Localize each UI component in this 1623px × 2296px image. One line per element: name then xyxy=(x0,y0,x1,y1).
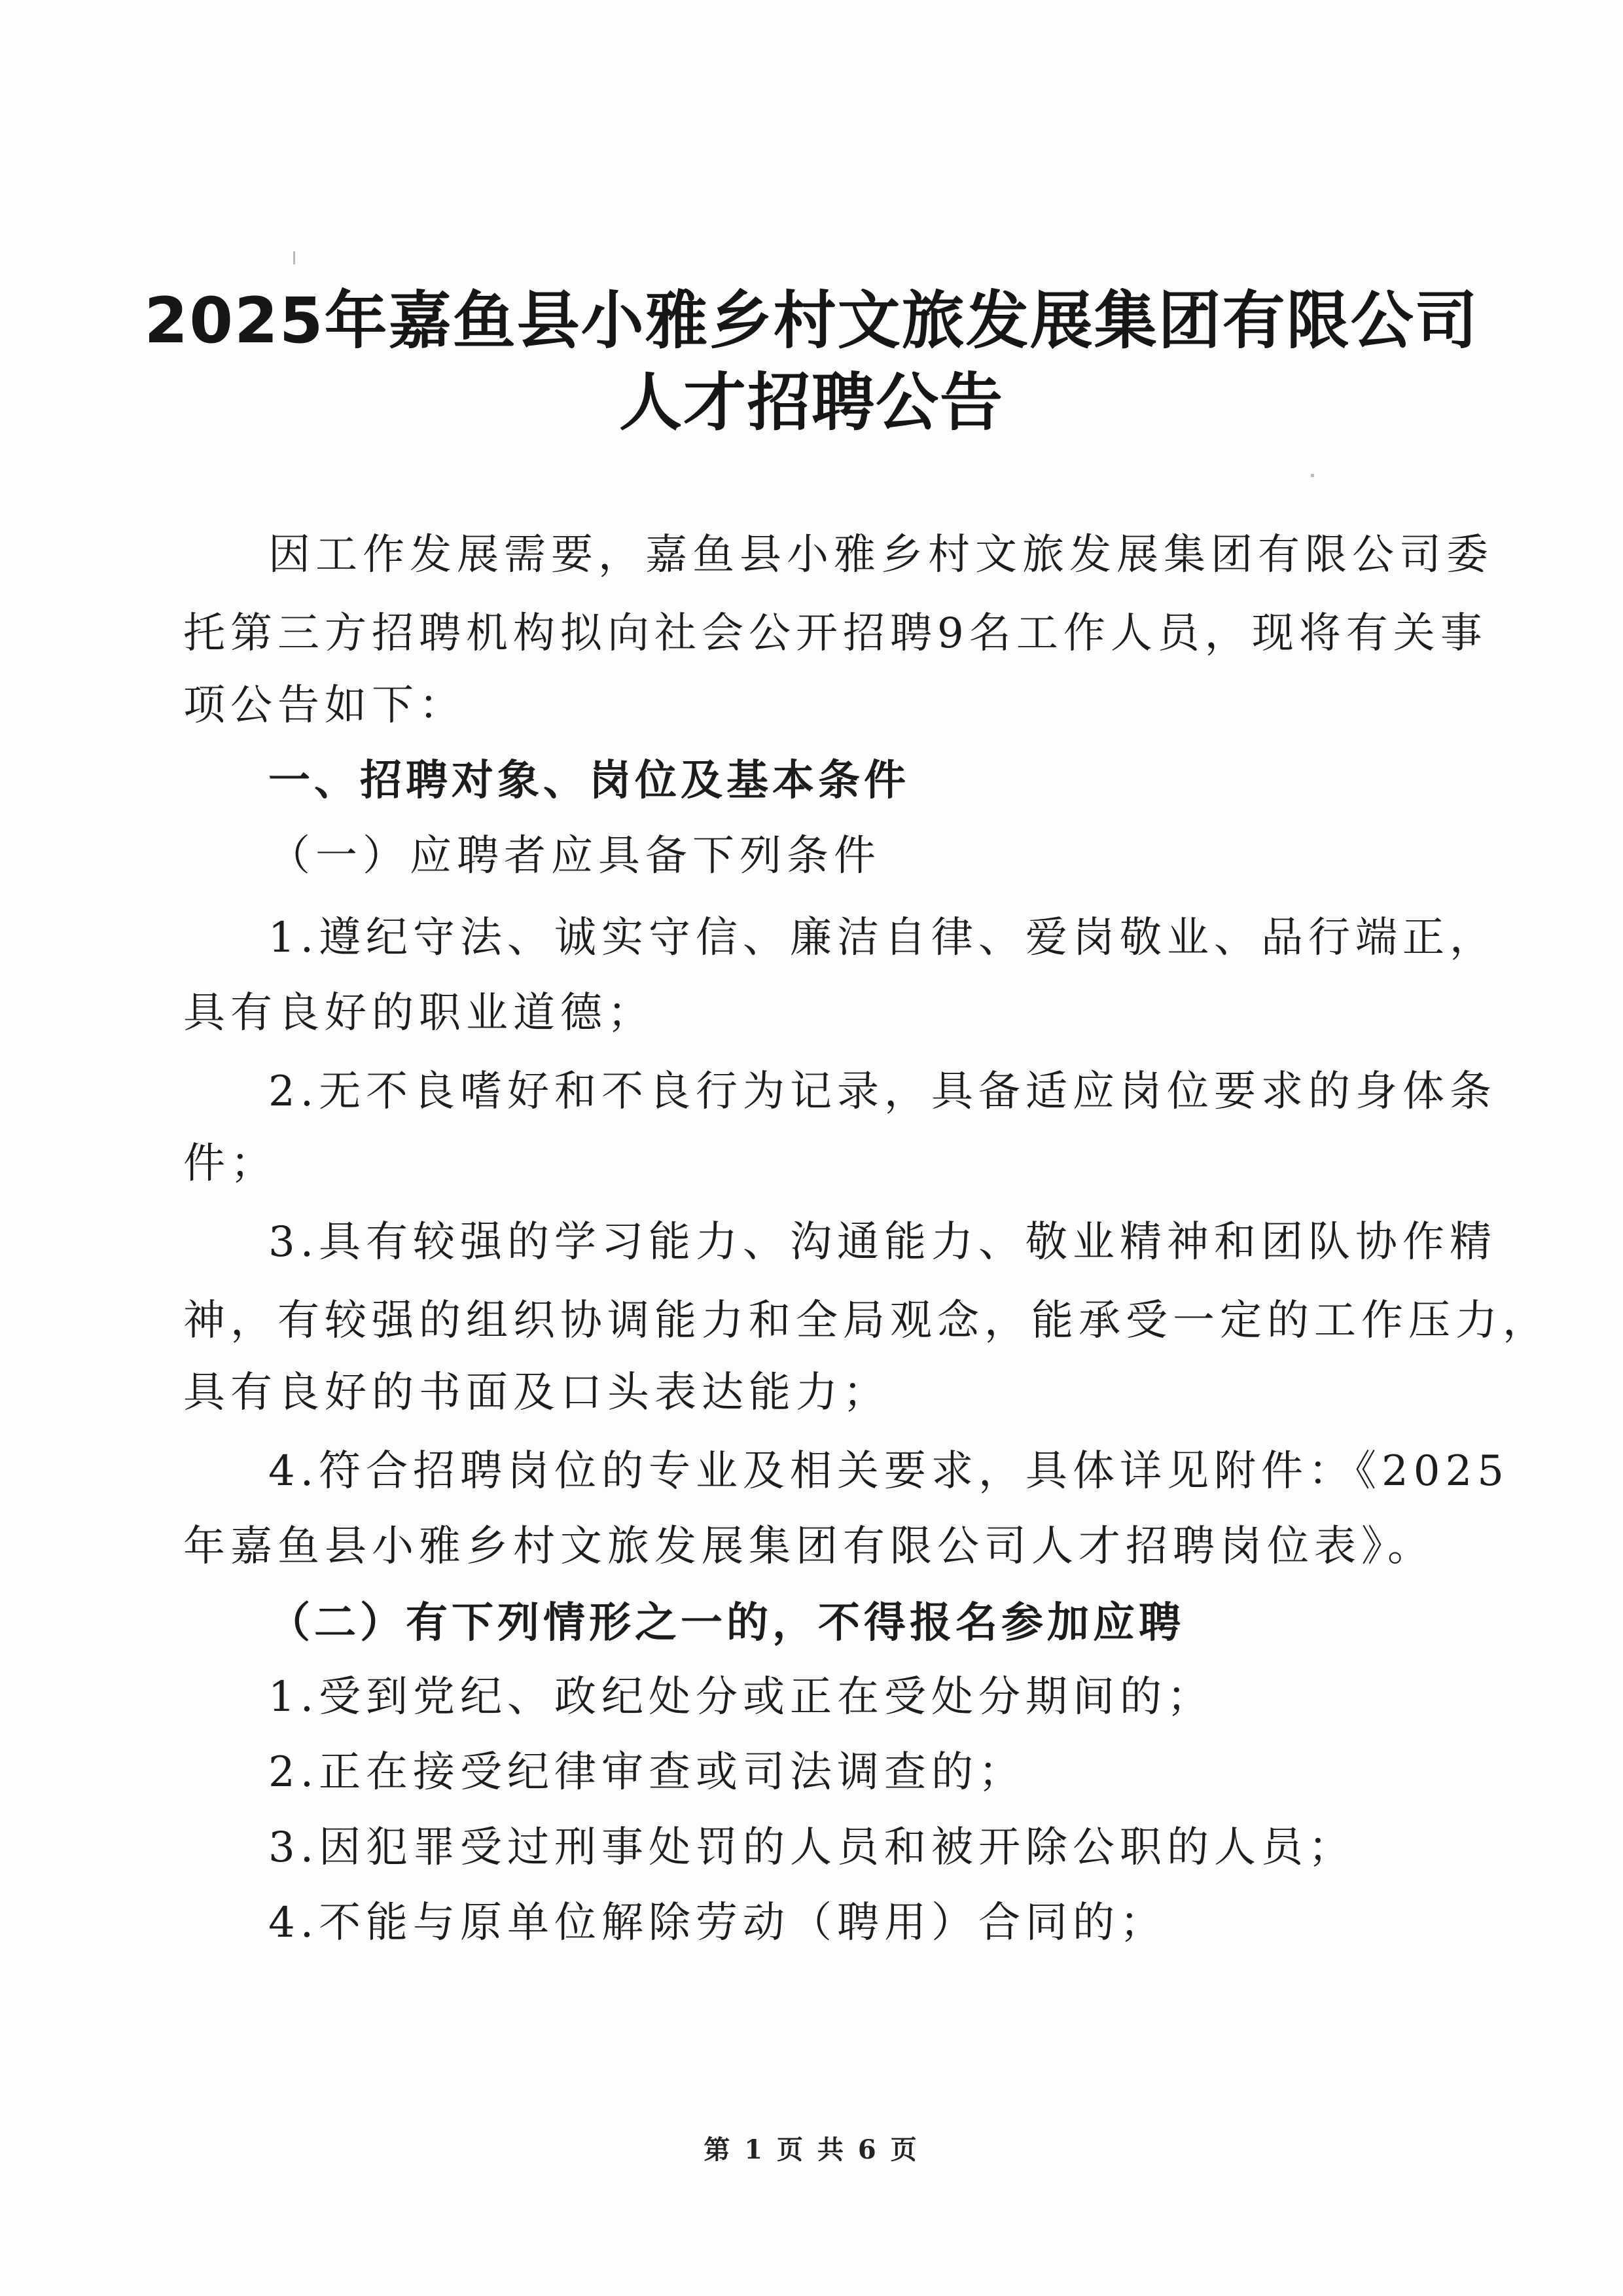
condition-line-8: 4.符合招聘岗位的专业及相关要求，具体详见附件：《2025 xyxy=(268,1447,1509,1496)
scan-mark-right xyxy=(1311,474,1314,477)
subsection-2-heading: （二）有下列情形之一的，不得报名参加应聘 xyxy=(268,1599,1185,1647)
condition-line-2: 具有良好的职业道德； xyxy=(183,989,654,1037)
document-title-line-1: 2025年嘉鱼县小雅乡村文旅发展集团有限公司 xyxy=(144,284,1479,357)
condition-line-9: 年嘉鱼县小雅乡村文旅发展集团有限公司人才招聘岗位表》。 xyxy=(183,1522,1435,1571)
condition-line-3: 2.无不良嗜好和不良行为记录，具备适应岗位要求的身体条 xyxy=(268,1067,1497,1116)
condition-line-1: 1.遵纪守法、诚实守信、廉洁自律、爱岗敬业、品行端正， xyxy=(268,914,1497,962)
exclusion-line-4: 4.不能与原单位解除劳动（聘用）合同的； xyxy=(268,1899,1168,1947)
section-1-heading: 一、招聘对象、岗位及基本条件 xyxy=(268,757,910,805)
intro-line-1: 因工作发展需要，嘉鱼县小雅乡村文旅发展集团有限公司委 xyxy=(268,531,1493,579)
exclusion-line-2: 2.正在接受纪律审查或司法调查的； xyxy=(268,1748,1026,1797)
condition-line-7: 具有良好的书面及口头表达能力； xyxy=(183,1369,890,1417)
exclusion-line-3: 3.因犯罪受过刑事处罚的人员和被开除公职的人员； xyxy=(268,1823,1356,1872)
page-footer: 第 1 页 共 6 页 xyxy=(704,2134,919,2165)
condition-line-5: 3.具有较强的学习能力、沟通能力、敬业精神和团队协作精 xyxy=(268,1218,1497,1266)
subsection-1-heading: （一）应聘者应具备下列条件 xyxy=(268,832,881,880)
exclusion-line-1: 1.受到党纪、政纪处分或正在受处分期间的； xyxy=(268,1673,1215,1721)
intro-line-2: 托第三方招聘机构拟向社会公开招聘9名工作人员，现将有关事 xyxy=(183,609,1488,658)
document-title-line-2: 人才招聘公告 xyxy=(619,366,1004,439)
condition-line-6: 神，有较强的组织协调能力和全局观念，能承受一定的工作压力， xyxy=(183,1297,1550,1345)
intro-line-3: 项公告如下： xyxy=(183,681,466,730)
scan-mark-top-left xyxy=(293,251,295,264)
condition-line-4: 件； xyxy=(183,1139,277,1188)
